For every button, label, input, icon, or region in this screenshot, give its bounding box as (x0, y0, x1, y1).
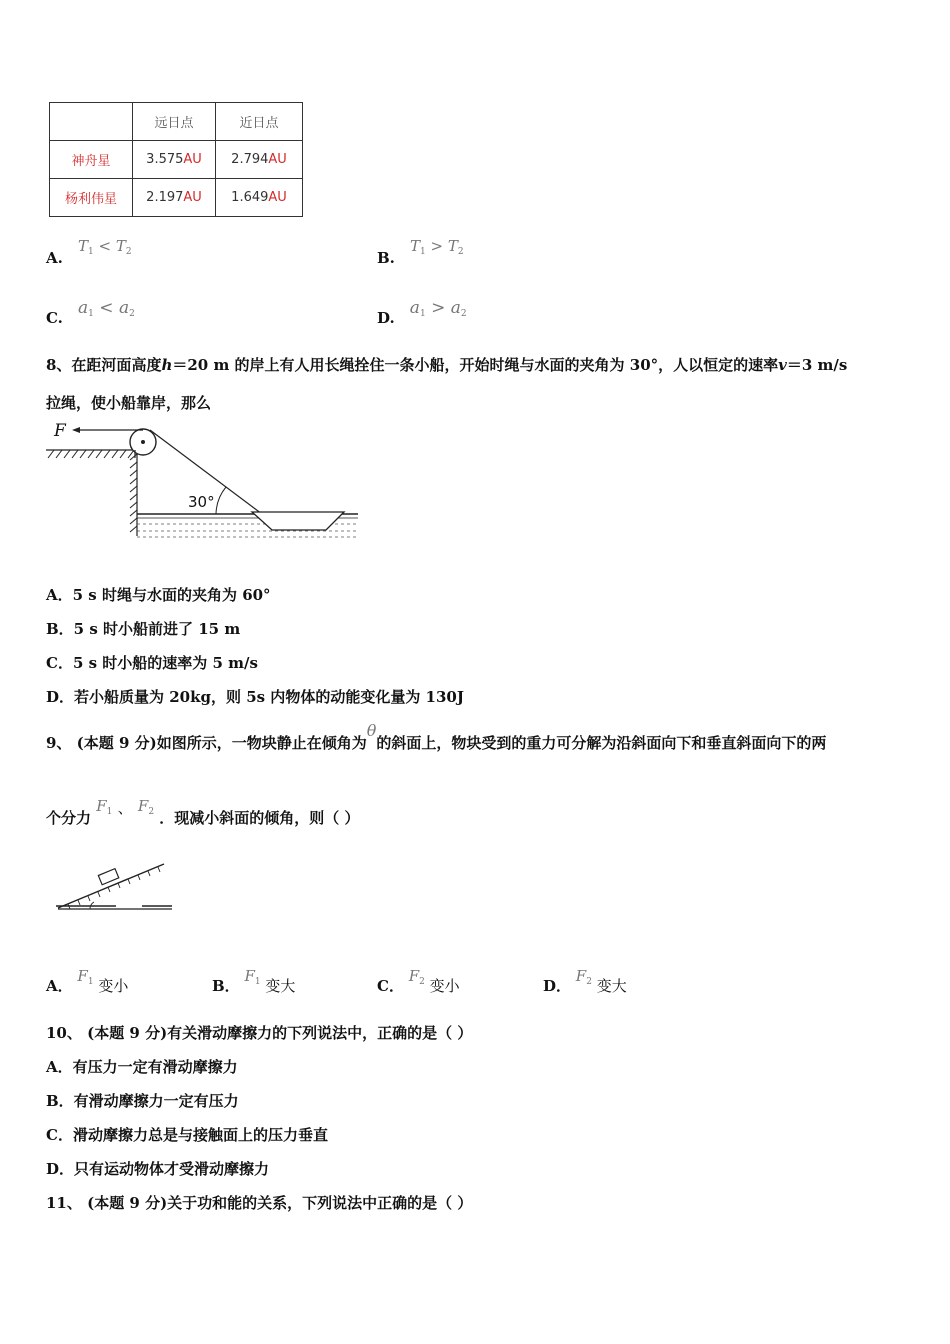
header-aphelion: 远日点 (133, 103, 216, 141)
q7-option-c: C. $a_1 < a_2$ (46, 298, 135, 327)
q8-boat-figure (40, 418, 370, 548)
q10-option-d: D．只有运动物体才受滑动摩擦力 (46, 1160, 270, 1178)
q8-stem-line1: 8、在距河面高度h＝20 m 的岸上有人用长绳拴住一条小船，开始时绳与水面的夹角为 30°，人以恒定的速率v＝3 m/s (46, 356, 848, 374)
q9-option-b: B． $F_1$ 变大 (212, 967, 296, 995)
row-perihelion: 1.649AU (216, 179, 303, 217)
table-corner-cell (50, 103, 133, 141)
q9-stem-line2: 个分力 $F_1$ 、 $F_2$ ．现减小斜面的倾角，则（ ） (46, 797, 360, 827)
q8-option-c: C．5 s 时小船的速率为 5 m/s (46, 654, 258, 672)
table-row (50, 141, 303, 179)
q8-stem-line2: 拉绳，使小船靠岸，那么 (46, 394, 212, 412)
table-header-row (50, 103, 303, 141)
q7-option-d: D. $a_1 > a_2$ (377, 298, 467, 327)
row-aphelion: 3.575AU (133, 141, 216, 179)
angle-label: 30° (188, 493, 215, 511)
row-name: 杨利伟星 (50, 179, 133, 217)
q9-option-a: A． $F_1$ 变小 (46, 967, 129, 995)
table-row (50, 179, 303, 217)
orbit-table (49, 102, 303, 217)
q8-option-b: B．5 s 时小船前进了 15 m (46, 620, 241, 638)
force-label: F (54, 421, 66, 441)
q9-incline-figure (54, 856, 184, 916)
q9-option-d: D． $F_2$ 变大 (543, 967, 627, 995)
q8-option-d: D．若小船质量为 20kg，则 5s 内物体的动能变化量为 130J (46, 688, 464, 706)
row-perihelion: 2.794AU (216, 141, 303, 179)
q8-option-a: A．5 s 时绳与水面的夹角为 60° (46, 586, 271, 604)
q10-option-c: C．滑动摩擦力总是与接触面上的压力垂直 (46, 1126, 328, 1144)
q7-option-a: A. $T_1 < T_2$ (46, 237, 132, 267)
block (98, 869, 118, 885)
row-aphelion: 2.197AU (133, 179, 216, 217)
q11-stem: 11、 (本题 9 分)关于功和能的关系，下列说法中正确的是（ ） (46, 1194, 473, 1212)
q7-option-b: B. $T_1 > T_2$ (377, 237, 464, 267)
q10-option-b: B．有滑动摩擦力一定有压力 (46, 1092, 239, 1110)
header-perihelion: 近日点 (216, 103, 303, 141)
q10-option-a: A．有压力一定有滑动摩擦力 (46, 1058, 238, 1076)
boat (252, 512, 344, 530)
q9-stem-line1: 9、 (本题 9 分)如图所示，一物块静止在倾角为θ的斜面上，物块受到的重力可分解为沿斜面向下和垂直斜面向下的两 (46, 721, 827, 752)
q10-stem: 10、 (本题 9 分)有关滑动摩擦力的下列说法中，正确的是（ ） (46, 1024, 473, 1042)
row-name: 神舟星 (50, 141, 133, 179)
q9-option-c: C． $F_2$ 变小 (377, 967, 460, 995)
